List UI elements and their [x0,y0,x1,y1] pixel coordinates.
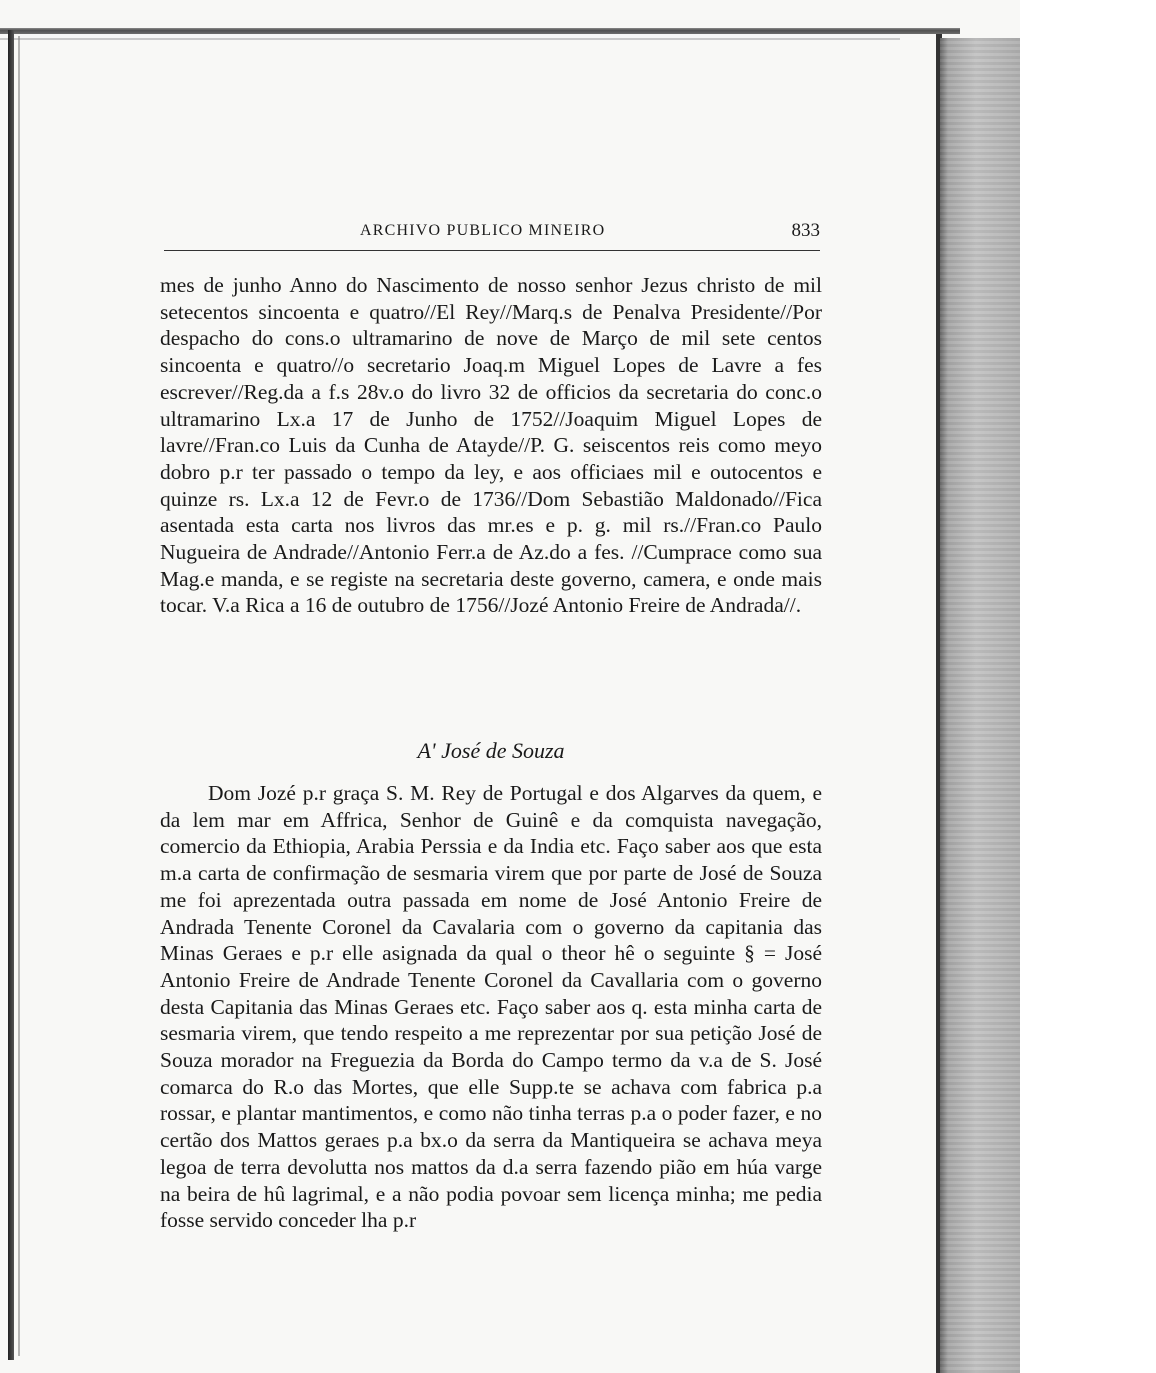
left-binding-shadow [18,36,20,1356]
top-border-line [0,28,960,34]
paragraph-letter [160,780,822,1234]
running-title: ARCHIVO PUBLICO MINEIRO [360,222,606,239]
right-gutter-scan-shadow [940,38,1020,1373]
paragraph-2-text: Dom Jozé p.r graça S. M. Rey de Portugal e dos Algarves da quem, e da lem mar em Affrica, Senhor de Guinê e da comquista navegação, comercio da Ethiopia, Arabia Perssia e da India etc. Faço saber aos que esta m.a carta de confirmação de sesmaria virem que por parte de José de Souza me foi aprezentada outra passada em nome de José Antonio Freire de Andrada Tenente Coronel da Cavalaria com o governo da capitania das Minas Geraes e p.r elle asignada da qual o theor hê o seguinte § = José Antonio Freire de Andrade Tenente Coronel da Cavallaria com o governo desta Capitania das Minas Geraes etc. Faço saber aos q. esta minha carta de sesmaria virem, que tendo respeito a me reprezentar por sua petição José de Souza morador na Freguezia da Borda do Campo termo da v.a de S. José comarca do R.o das Mortes, que elle Supp.te se achava com fabrica p.a rossar, e plantar mantimentos, e como não tinha terras p.a o poder fazer, e no certão dos Mattos geraes p.a bx.o da serra da Mantiqueira se achava meya legoa de terra devolutta nos mattos da d.a serra fazendo pião em húa varge na beira de hû lagrimal, e a não podia povoar sem licença minha; me pedia fosse servido conceder lha p.r [160,781,822,1233]
header-rule [164,250,820,251]
section-heading: A' José de Souza [417,738,565,763]
page-number: 833 [791,220,820,241]
paragraph-1-text: mes de junho Anno do Nascimento de nosso senhor Jezus christo de mil setecentos sincoenta e quatro//El Rey//Marq.s de Penalva Presidente//Por despacho do cons.o ultramarino de nove de Março de mil sete centos sincoenta e quatro//o secretario Joaq.m Miguel Lopes de Lavre a fes escrever//Reg.da a f.s 28v.o do livro 32 de officios da secretaria do conc.o ultramarino Lx.a 17 de Junho de 1752//Joaquim Miguel Lopes de lavre//Fran.co Luis da Cunha de Atayde//P. G. seiscentos reis como meyo dobro p.r ter passado o tempo da ley, e aos officiaes mil e outocentos e quinze rs. Lx.a 12 de Fevr.o de 1736//Dom Sebastião Maldonado//Fica asentada esta carta nos livros das mr.es e p. g. mil rs.//Fran.co Paulo Nugueira de Andrade//Antonio Ferr.a de Az.do a fes. //Cumprace como sua Mag.e manda, e se registe na secretaria deste governo, camera, e onde mais tocar. V.a Rica a 16 de outubro de 1756//Jozé Antonio Freire de Andrada//. [160,273,822,618]
running-head [160,218,820,246]
left-binding-edge [8,30,14,1360]
paragraph-continuation [160,272,822,619]
top-border-line-thin [0,38,900,40]
right-margin [1020,0,1156,1373]
